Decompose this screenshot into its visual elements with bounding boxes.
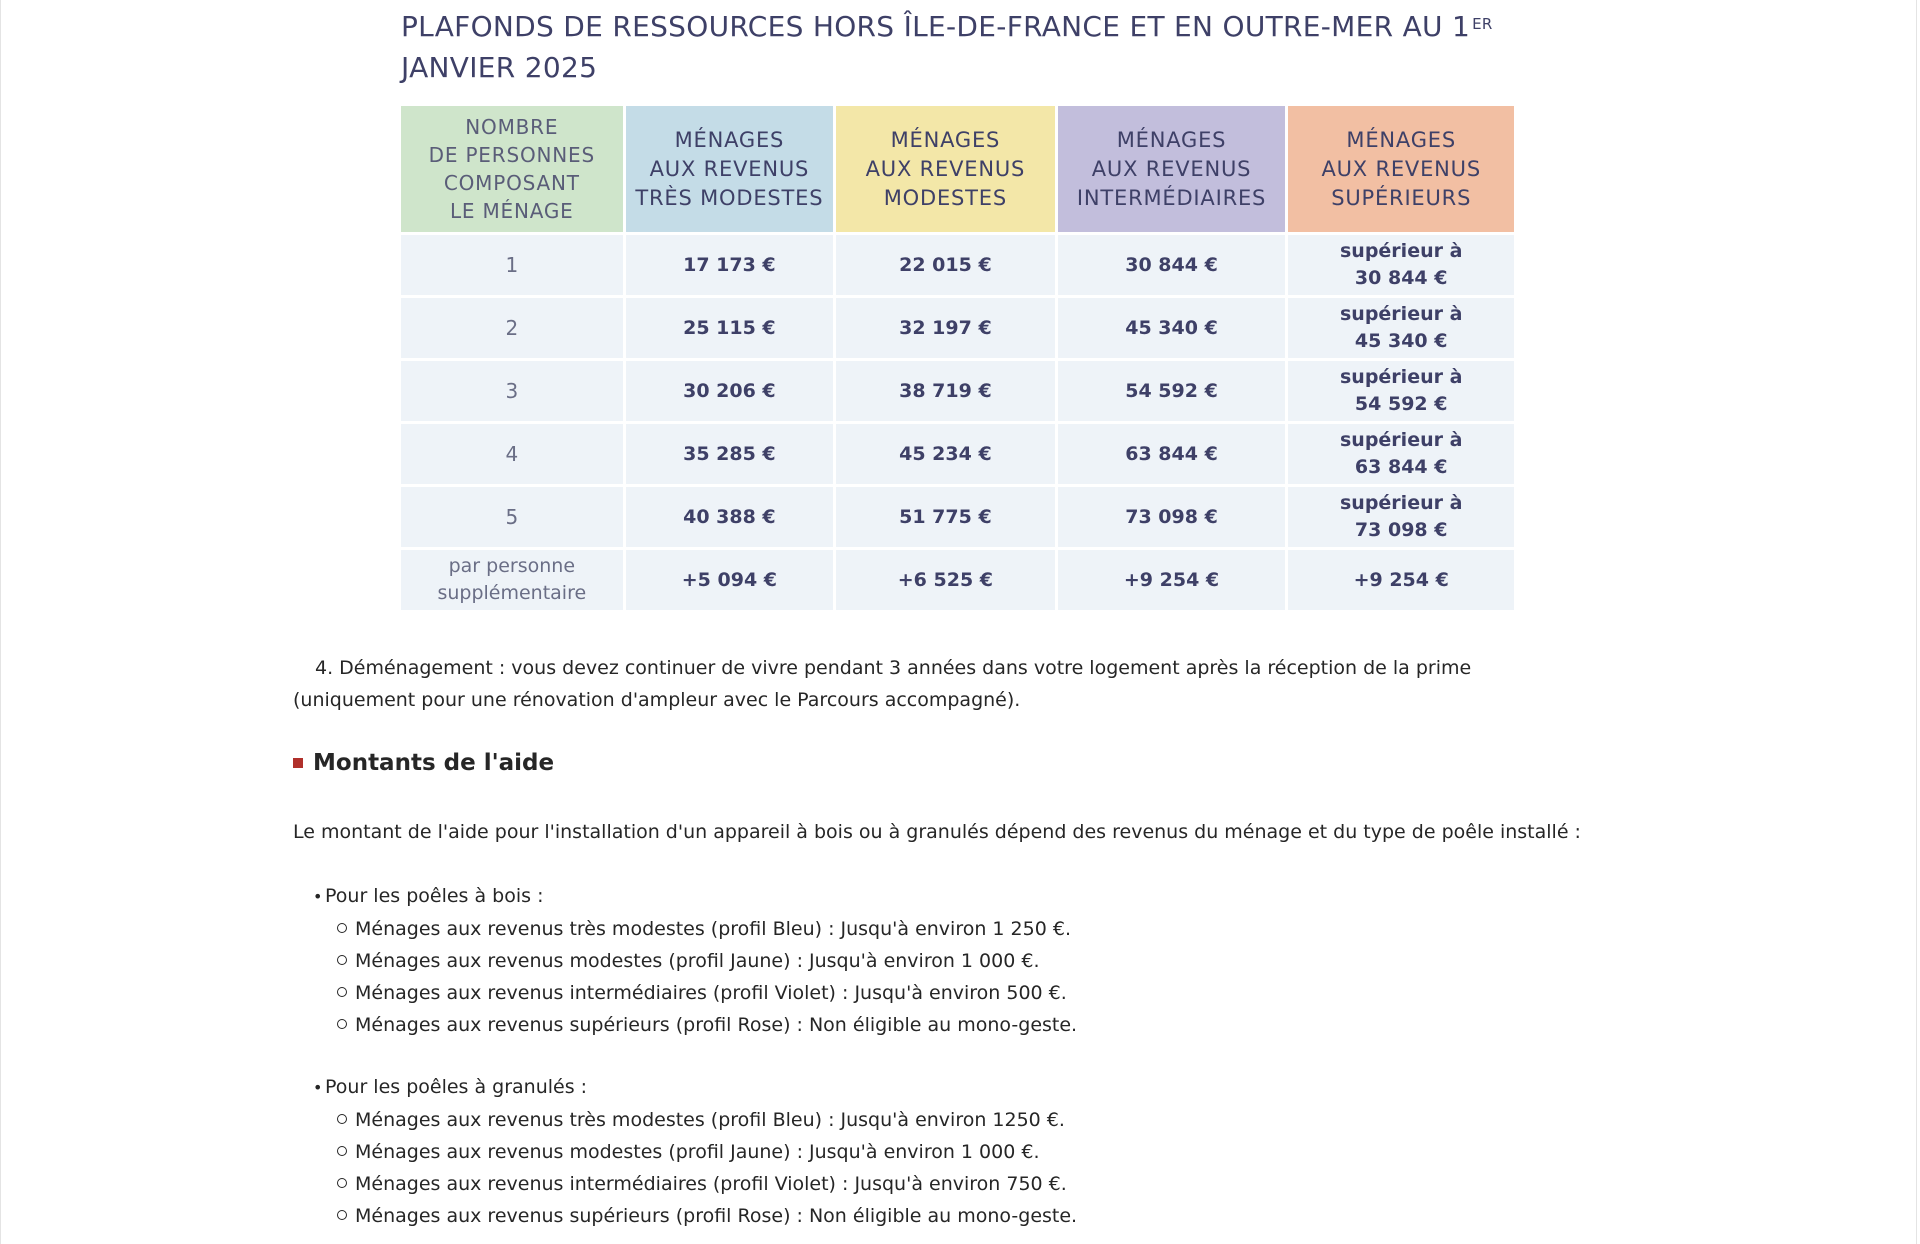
cell-persons bbox=[401, 550, 623, 610]
header-line: AUX REVENUS bbox=[1321, 156, 1481, 181]
bullet-dot-icon: • bbox=[313, 1078, 323, 1097]
table-header-row bbox=[401, 106, 1514, 232]
cell-modestes: +6 525 € bbox=[836, 550, 1054, 610]
cell-persons: 5 bbox=[401, 487, 623, 547]
sub-list-item-text: Ménages aux revenus modestes (profil Jaune) : Jusqu'à environ 1 000 €. bbox=[355, 950, 1040, 972]
circle-bullet-icon bbox=[337, 955, 347, 965]
circle-bullet-icon bbox=[337, 1019, 347, 1029]
cell-modestes: 51 775 € bbox=[836, 487, 1054, 547]
header-line: MÉNAGES bbox=[1346, 127, 1456, 152]
table-row bbox=[401, 487, 1514, 547]
header-line: LE MÉNAGE bbox=[449, 199, 574, 223]
cell-tres-modestes: 35 285 € bbox=[626, 424, 834, 484]
header-line: MODESTES bbox=[883, 185, 1008, 210]
header-line: AUX REVENUS bbox=[649, 156, 810, 181]
cell-superieurs: +9 254 € bbox=[1288, 550, 1514, 610]
plafonds-table bbox=[398, 103, 1517, 613]
frame-border-left bbox=[0, 0, 1, 1244]
sub-list-item bbox=[337, 945, 1613, 977]
circle-bullet-icon bbox=[337, 987, 347, 997]
sub-list-item-text: Ménages aux revenus très modestes (profil Bleu) : Jusqu'à environ 1 250 €. bbox=[355, 918, 1071, 940]
cell-line: par personne bbox=[448, 555, 576, 577]
sub-list bbox=[313, 1104, 1613, 1232]
circle-bullet-icon bbox=[337, 1146, 347, 1156]
bullet-dot-icon: • bbox=[313, 887, 323, 906]
cell-intermediaires: 45 340 € bbox=[1058, 298, 1286, 358]
header-line: TRÈS MODESTES bbox=[635, 185, 824, 210]
cell-line: supplémentaire bbox=[437, 582, 587, 604]
sub-list-item bbox=[337, 1168, 1613, 1200]
circle-bullet-icon bbox=[337, 1114, 347, 1124]
demenagement-line-1: 4. Déménagement : vous devez continuer de vivre pendant 3 années dans votre logement après la réception de la prime bbox=[315, 657, 1472, 679]
list-item bbox=[313, 880, 1613, 1041]
cell-line: 30 844 € bbox=[1354, 267, 1448, 289]
cell-tres-modestes: 30 206 € bbox=[626, 361, 834, 421]
sub-list-item-text: Ménages aux revenus modestes (profil Jaune) : Jusqu'à environ 1 000 €. bbox=[355, 1141, 1040, 1163]
cell-persons: 1 bbox=[401, 235, 623, 295]
cell-superieurs bbox=[1288, 424, 1514, 484]
figure-title-line-1 bbox=[401, 6, 1517, 47]
circle-bullet-icon bbox=[337, 1210, 347, 1220]
cell-modestes: 38 719 € bbox=[836, 361, 1054, 421]
frame-border-right bbox=[1916, 0, 1917, 1244]
list-item bbox=[313, 1071, 1613, 1232]
cell-intermediaires: 63 844 € bbox=[1058, 424, 1286, 484]
figure-title-line-2: JANVIER 2025 bbox=[401, 51, 598, 84]
sub-list-item-text: Ménages aux revenus intermédiaires (profil Violet) : Jusqu'à environ 500 €. bbox=[355, 982, 1067, 1004]
cell-line: 45 340 € bbox=[1354, 330, 1448, 352]
sub-list-item bbox=[337, 1104, 1613, 1136]
demenagement-paragraph bbox=[293, 652, 1673, 716]
cell-modestes: 22 015 € bbox=[836, 235, 1054, 295]
sub-list-item bbox=[337, 1009, 1613, 1041]
cell-superieurs bbox=[1288, 235, 1514, 295]
sub-list-item-text: Ménages aux revenus très modestes (profil Bleu) : Jusqu'à environ 1250 €. bbox=[355, 1109, 1065, 1131]
header-persons bbox=[401, 106, 623, 232]
header-line: AUX REVENUS bbox=[1091, 156, 1252, 181]
demenagement-line-2: (uniquement pour une rénovation d'ampleur avec le Parcours accompagné). bbox=[293, 689, 1021, 711]
figure-title-superscript: ER bbox=[1472, 15, 1493, 33]
header-modestes bbox=[836, 106, 1054, 232]
sub-list-item bbox=[337, 913, 1613, 945]
cell-intermediaires: +9 254 € bbox=[1058, 550, 1286, 610]
header-line: DE PERSONNES bbox=[428, 143, 595, 167]
sub-list-item-text: Ménages aux revenus supérieurs (profil Rose) : Non éligible au mono-geste. bbox=[355, 1014, 1078, 1036]
figure-title-text: PLAFONDS DE RESSOURCES HORS ÎLE-DE-FRANCE ET EN OUTRE-MER AU 1 bbox=[401, 10, 1471, 43]
table-row bbox=[401, 298, 1514, 358]
sub-list-item bbox=[337, 1200, 1613, 1232]
cell-intermediaires: 73 098 € bbox=[1058, 487, 1286, 547]
header-line: MÉNAGES bbox=[1116, 127, 1227, 152]
cell-modestes: 45 234 € bbox=[836, 424, 1054, 484]
list-item-label: Pour les poêles à bois : bbox=[325, 885, 544, 907]
cell-superieurs bbox=[1288, 487, 1514, 547]
cell-superieurs bbox=[1288, 298, 1514, 358]
cell-tres-modestes: 40 388 € bbox=[626, 487, 834, 547]
cell-line: supérieur à bbox=[1339, 492, 1463, 514]
cell-line: 54 592 € bbox=[1354, 393, 1448, 415]
header-line: INTERMÉDIAIRES bbox=[1076, 185, 1267, 210]
cell-modestes: 32 197 € bbox=[836, 298, 1054, 358]
list-item-label: Pour les poêles à granulés : bbox=[325, 1076, 588, 1098]
cell-line: supérieur à bbox=[1339, 366, 1463, 388]
circle-bullet-icon bbox=[337, 923, 347, 933]
cell-intermediaires: 54 592 € bbox=[1058, 361, 1286, 421]
cell-persons: 4 bbox=[401, 424, 623, 484]
cell-persons: 2 bbox=[401, 298, 623, 358]
sub-list-item bbox=[337, 977, 1613, 1009]
list-poeles-granules bbox=[313, 1071, 1613, 1232]
cell-tres-modestes: 25 115 € bbox=[626, 298, 834, 358]
header-tres-modestes bbox=[626, 106, 834, 232]
header-line: COMPOSANT bbox=[443, 171, 580, 195]
montant-intro-paragraph: Le montant de l'aide pour l'installation d'un appareil à bois ou à granulés dépend des revenus du ménage et du type de poêle installé : bbox=[293, 821, 1581, 843]
list-item-header bbox=[313, 1071, 1613, 1104]
header-superieurs bbox=[1288, 106, 1514, 232]
section-heading-text: Montants de l'aide bbox=[313, 750, 555, 776]
list-item-header bbox=[313, 880, 1613, 913]
sub-list bbox=[313, 913, 1613, 1041]
section-heading bbox=[293, 750, 554, 776]
cell-line: 63 844 € bbox=[1354, 456, 1448, 478]
figure-title bbox=[401, 6, 1517, 88]
list-poeles-bois bbox=[313, 880, 1613, 1041]
header-intermediaires bbox=[1058, 106, 1286, 232]
cell-superieurs bbox=[1288, 361, 1514, 421]
sub-list-item bbox=[337, 1136, 1613, 1168]
cell-persons: 3 bbox=[401, 361, 623, 421]
cell-intermediaires: 30 844 € bbox=[1058, 235, 1286, 295]
cell-tres-modestes: +5 094 € bbox=[626, 550, 834, 610]
header-line: AUX REVENUS bbox=[865, 156, 1026, 181]
circle-bullet-icon bbox=[337, 1178, 347, 1188]
sub-list-item-text: Ménages aux revenus intermédiaires (profil Violet) : Jusqu'à environ 750 €. bbox=[355, 1173, 1067, 1195]
header-line: NOMBRE bbox=[465, 115, 559, 139]
header-line: MÉNAGES bbox=[890, 127, 1001, 152]
square-bullet-icon bbox=[293, 758, 303, 768]
cell-line: supérieur à bbox=[1339, 240, 1463, 262]
sub-list-item-text: Ménages aux revenus supérieurs (profil Rose) : Non éligible au mono-geste. bbox=[355, 1205, 1078, 1227]
cell-line: supérieur à bbox=[1339, 303, 1463, 325]
table-row bbox=[401, 424, 1514, 484]
cell-tres-modestes: 17 173 € bbox=[626, 235, 834, 295]
header-line: SUPÉRIEURS bbox=[1331, 185, 1472, 210]
table-row bbox=[401, 235, 1514, 295]
cell-line: supérieur à bbox=[1339, 429, 1463, 451]
cell-line: 73 098 € bbox=[1354, 519, 1448, 541]
table-row bbox=[401, 361, 1514, 421]
table-row-extra-person bbox=[401, 550, 1514, 610]
header-line: MÉNAGES bbox=[674, 127, 785, 152]
